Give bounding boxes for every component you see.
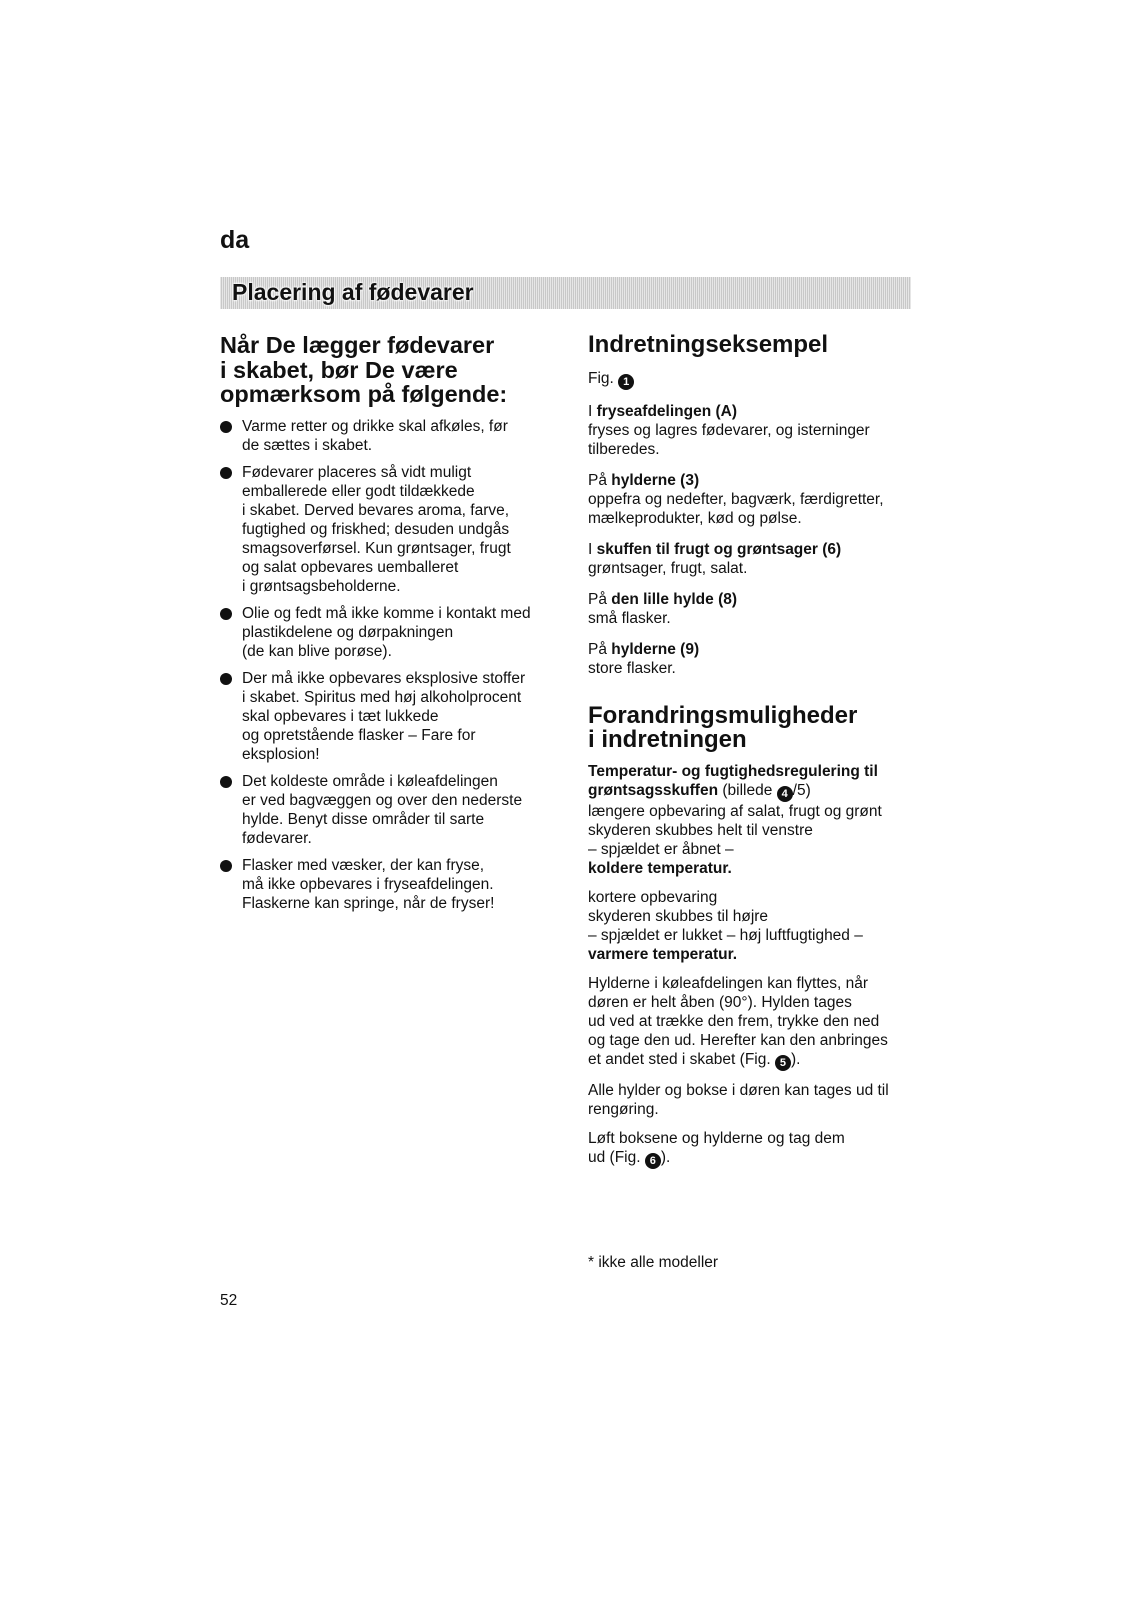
door-line: rengøring. <box>588 1101 659 1118</box>
advice-line: og salat opbevares uemballeret <box>242 558 459 576</box>
layout-item-prefix: I <box>588 541 597 558</box>
temperature-line: skyderen skubbes helt til venstre <box>588 822 813 839</box>
layout-item-bold: fryseafdelingen (A) <box>596 403 738 420</box>
lift-close: ). <box>660 1149 671 1166</box>
left-heading-line: opmærksom på følgende: <box>220 381 508 407</box>
section-banner <box>220 277 911 309</box>
layout-item-prefix: På <box>588 591 612 608</box>
temperature-regulation-b <box>588 888 918 964</box>
layout-item-desc: mælkeprodukter, kød og pølse. <box>588 510 802 527</box>
bullet-icon <box>220 776 232 788</box>
figure-number-badge: 1 <box>618 374 634 390</box>
advice-line: fødevarer. <box>242 829 312 847</box>
change-options-heading-line: Forandringsmuligheder <box>588 702 858 729</box>
advice-item <box>220 669 560 764</box>
advice-line: Det koldeste område i køleafdelingen <box>242 772 498 790</box>
advice-line: Fødevarer placeres så vidt muligt <box>242 463 472 481</box>
shelves-line <box>588 1050 918 1071</box>
right-column <box>588 333 918 1169</box>
layout-item-desc: fryses og lagres fødevarer, og isterninger <box>588 422 870 439</box>
temperature-line <box>588 859 918 878</box>
shelves-last-text: et andet sted i skabet (Fig. <box>588 1051 775 1068</box>
advice-line: Flaskerne kan springe, når de fryser! <box>242 894 495 912</box>
bullet-icon <box>220 608 232 620</box>
bullet-icon <box>220 467 232 479</box>
shelves-paragraph <box>588 974 918 1071</box>
footnote: * ikke alle modeller <box>588 1254 719 1271</box>
shelves-line: og tage den ud. Herefter kan den anbringes <box>588 1032 888 1049</box>
door-paragraph <box>588 1081 918 1119</box>
shelves-line: døren er helt åben (90°). Hylden tages <box>588 994 852 1011</box>
change-options-heading <box>588 704 918 752</box>
left-heading <box>220 333 560 407</box>
temperature-line: kortere opbevaring <box>588 889 718 906</box>
advice-line: emballerede eller godt tildækkede <box>242 482 475 500</box>
layout-item-desc: grøntsager, frugt, salat. <box>588 560 748 577</box>
layout-item-bold: hylderne (3) <box>611 472 700 489</box>
bullet-icon <box>220 673 232 685</box>
advice-item <box>220 417 560 455</box>
layout-item-prefix: På <box>588 472 612 489</box>
layout-item-desc: store flasker. <box>588 660 676 677</box>
advice-line: eksplosion! <box>242 745 320 763</box>
layout-item-bold: den lille hylde (8) <box>611 591 738 608</box>
change-options-heading-line: i indretningen <box>588 726 747 753</box>
advice-line: Der må ikke opbevares eksplosive stoffer <box>242 669 526 687</box>
layout-item-desc: oppefra og nedefter, bagværk, færdigretter, <box>588 491 884 508</box>
layout-item <box>588 640 918 678</box>
temperature-title-line2 <box>588 781 918 802</box>
advice-line: (de kan blive porøse). <box>242 642 392 660</box>
advice-line: må ikke opbevares i fryseafdelingen. <box>242 875 494 893</box>
temperature-line: længere opbevaring af salat, frugt og grønt <box>588 803 882 820</box>
layout-item-label <box>588 471 918 490</box>
advice-line: Varme retter og drikke skal afkøles, før <box>242 417 508 435</box>
advice-list <box>220 417 560 913</box>
layout-item-bold: hylderne (9) <box>611 641 700 658</box>
layout-item-label <box>588 540 918 559</box>
shelves-line: Hylderne i køleafdelingen kan flyttes, når <box>588 975 869 992</box>
advice-line: fugtighed og friskhed; desuden undgås <box>242 520 510 538</box>
layout-item-bold: skuffen til frugt og grøntsager (6) <box>596 541 842 558</box>
layout-item-label <box>588 590 918 609</box>
layout-item-label <box>588 402 918 421</box>
shelves-line: ud ved at trække den frem, trykke den ned <box>588 1013 880 1030</box>
advice-line: Flasker med væsker, der kan fryse, <box>242 856 485 874</box>
advice-line: i skabet. Derved bevares aroma, farve, <box>242 501 510 519</box>
advice-item <box>220 856 560 913</box>
language-code: da <box>220 226 250 254</box>
temperature-title-bold: grøntsagsskuffen <box>588 782 719 799</box>
layout-item-desc: tilberedes. <box>588 441 660 458</box>
left-column <box>220 333 560 921</box>
figure-reference <box>588 369 918 390</box>
warmer-temperature: varmere temperatur. <box>588 946 738 963</box>
advice-item <box>220 772 560 848</box>
advice-line: er ved bagvæggen og over den nederste <box>242 791 523 809</box>
lift-text: ud (Fig. <box>588 1149 645 1166</box>
figure-number-badge: 5 <box>775 1055 791 1071</box>
door-line: Alle hylder og bokse i døren kan tages ud til <box>588 1082 889 1099</box>
advice-line: i skabet. Spiritus med høj alkoholprocent <box>242 688 522 706</box>
temperature-line: skyderen skubbes til højre <box>588 908 769 925</box>
temperature-title-rest: /5) <box>792 782 811 799</box>
temperature-regulation <box>588 762 918 878</box>
bullet-icon <box>220 421 232 433</box>
left-heading-line: Når De lægger fødevarer <box>220 332 495 358</box>
figure-number-badge: 4 <box>777 786 793 802</box>
temperature-line: – spjældet er lukket – høj luftfugtighed – <box>588 927 863 944</box>
advice-line: skal opbevares i tæt lukkede <box>242 707 439 725</box>
figure-label: Fig. <box>588 370 614 387</box>
layout-item <box>588 590 918 628</box>
layout-item-label <box>588 640 918 659</box>
advice-line: i grøntsagsbeholderne. <box>242 577 401 595</box>
advice-line: smagsoverførsel. Kun grøntsager, frugt <box>242 539 511 557</box>
layout-item <box>588 540 918 578</box>
layout-example-heading: Indretningseksempel <box>588 331 829 358</box>
page-number: 52 <box>220 1292 238 1309</box>
temperature-title-line1: Temperatur- og fugtighedsregulering til <box>588 763 878 780</box>
advice-line: de sættes i skabet. <box>242 436 373 454</box>
layout-item <box>588 471 918 528</box>
section-title: Placering af fødevarer <box>232 279 474 305</box>
temperature-line <box>588 945 918 964</box>
left-heading-line: i skabet, bør De være <box>220 356 458 383</box>
lift-paragraph <box>588 1129 918 1169</box>
temperature-line: – spjældet er åbnet – <box>588 841 734 858</box>
advice-line: plastikdelene og dørpakningen <box>242 623 454 641</box>
layout-item <box>588 402 918 459</box>
advice-line: hylde. Benyt disse områder til sarte <box>242 810 485 828</box>
lift-line <box>588 1148 918 1169</box>
advice-item <box>220 463 560 596</box>
advice-line: og opretstående flasker – Fare for <box>242 726 476 744</box>
advice-item <box>220 604 560 661</box>
lift-line: Løft boksene og hylderne og tag dem <box>588 1130 845 1147</box>
temperature-title <box>588 762 918 781</box>
bullet-icon <box>220 860 232 872</box>
advice-line: Olie og fedt må ikke komme i kontakt med <box>242 604 531 622</box>
layout-item-prefix: I <box>588 403 597 420</box>
figure-number-badge: 6 <box>645 1153 661 1169</box>
layout-item-desc: små flasker. <box>588 610 671 627</box>
colder-temperature: koldere temperatur. <box>588 860 732 877</box>
shelves-last-close: ). <box>790 1051 801 1068</box>
temperature-title-rest: (billede <box>718 782 777 799</box>
layout-item-prefix: På <box>588 641 612 658</box>
